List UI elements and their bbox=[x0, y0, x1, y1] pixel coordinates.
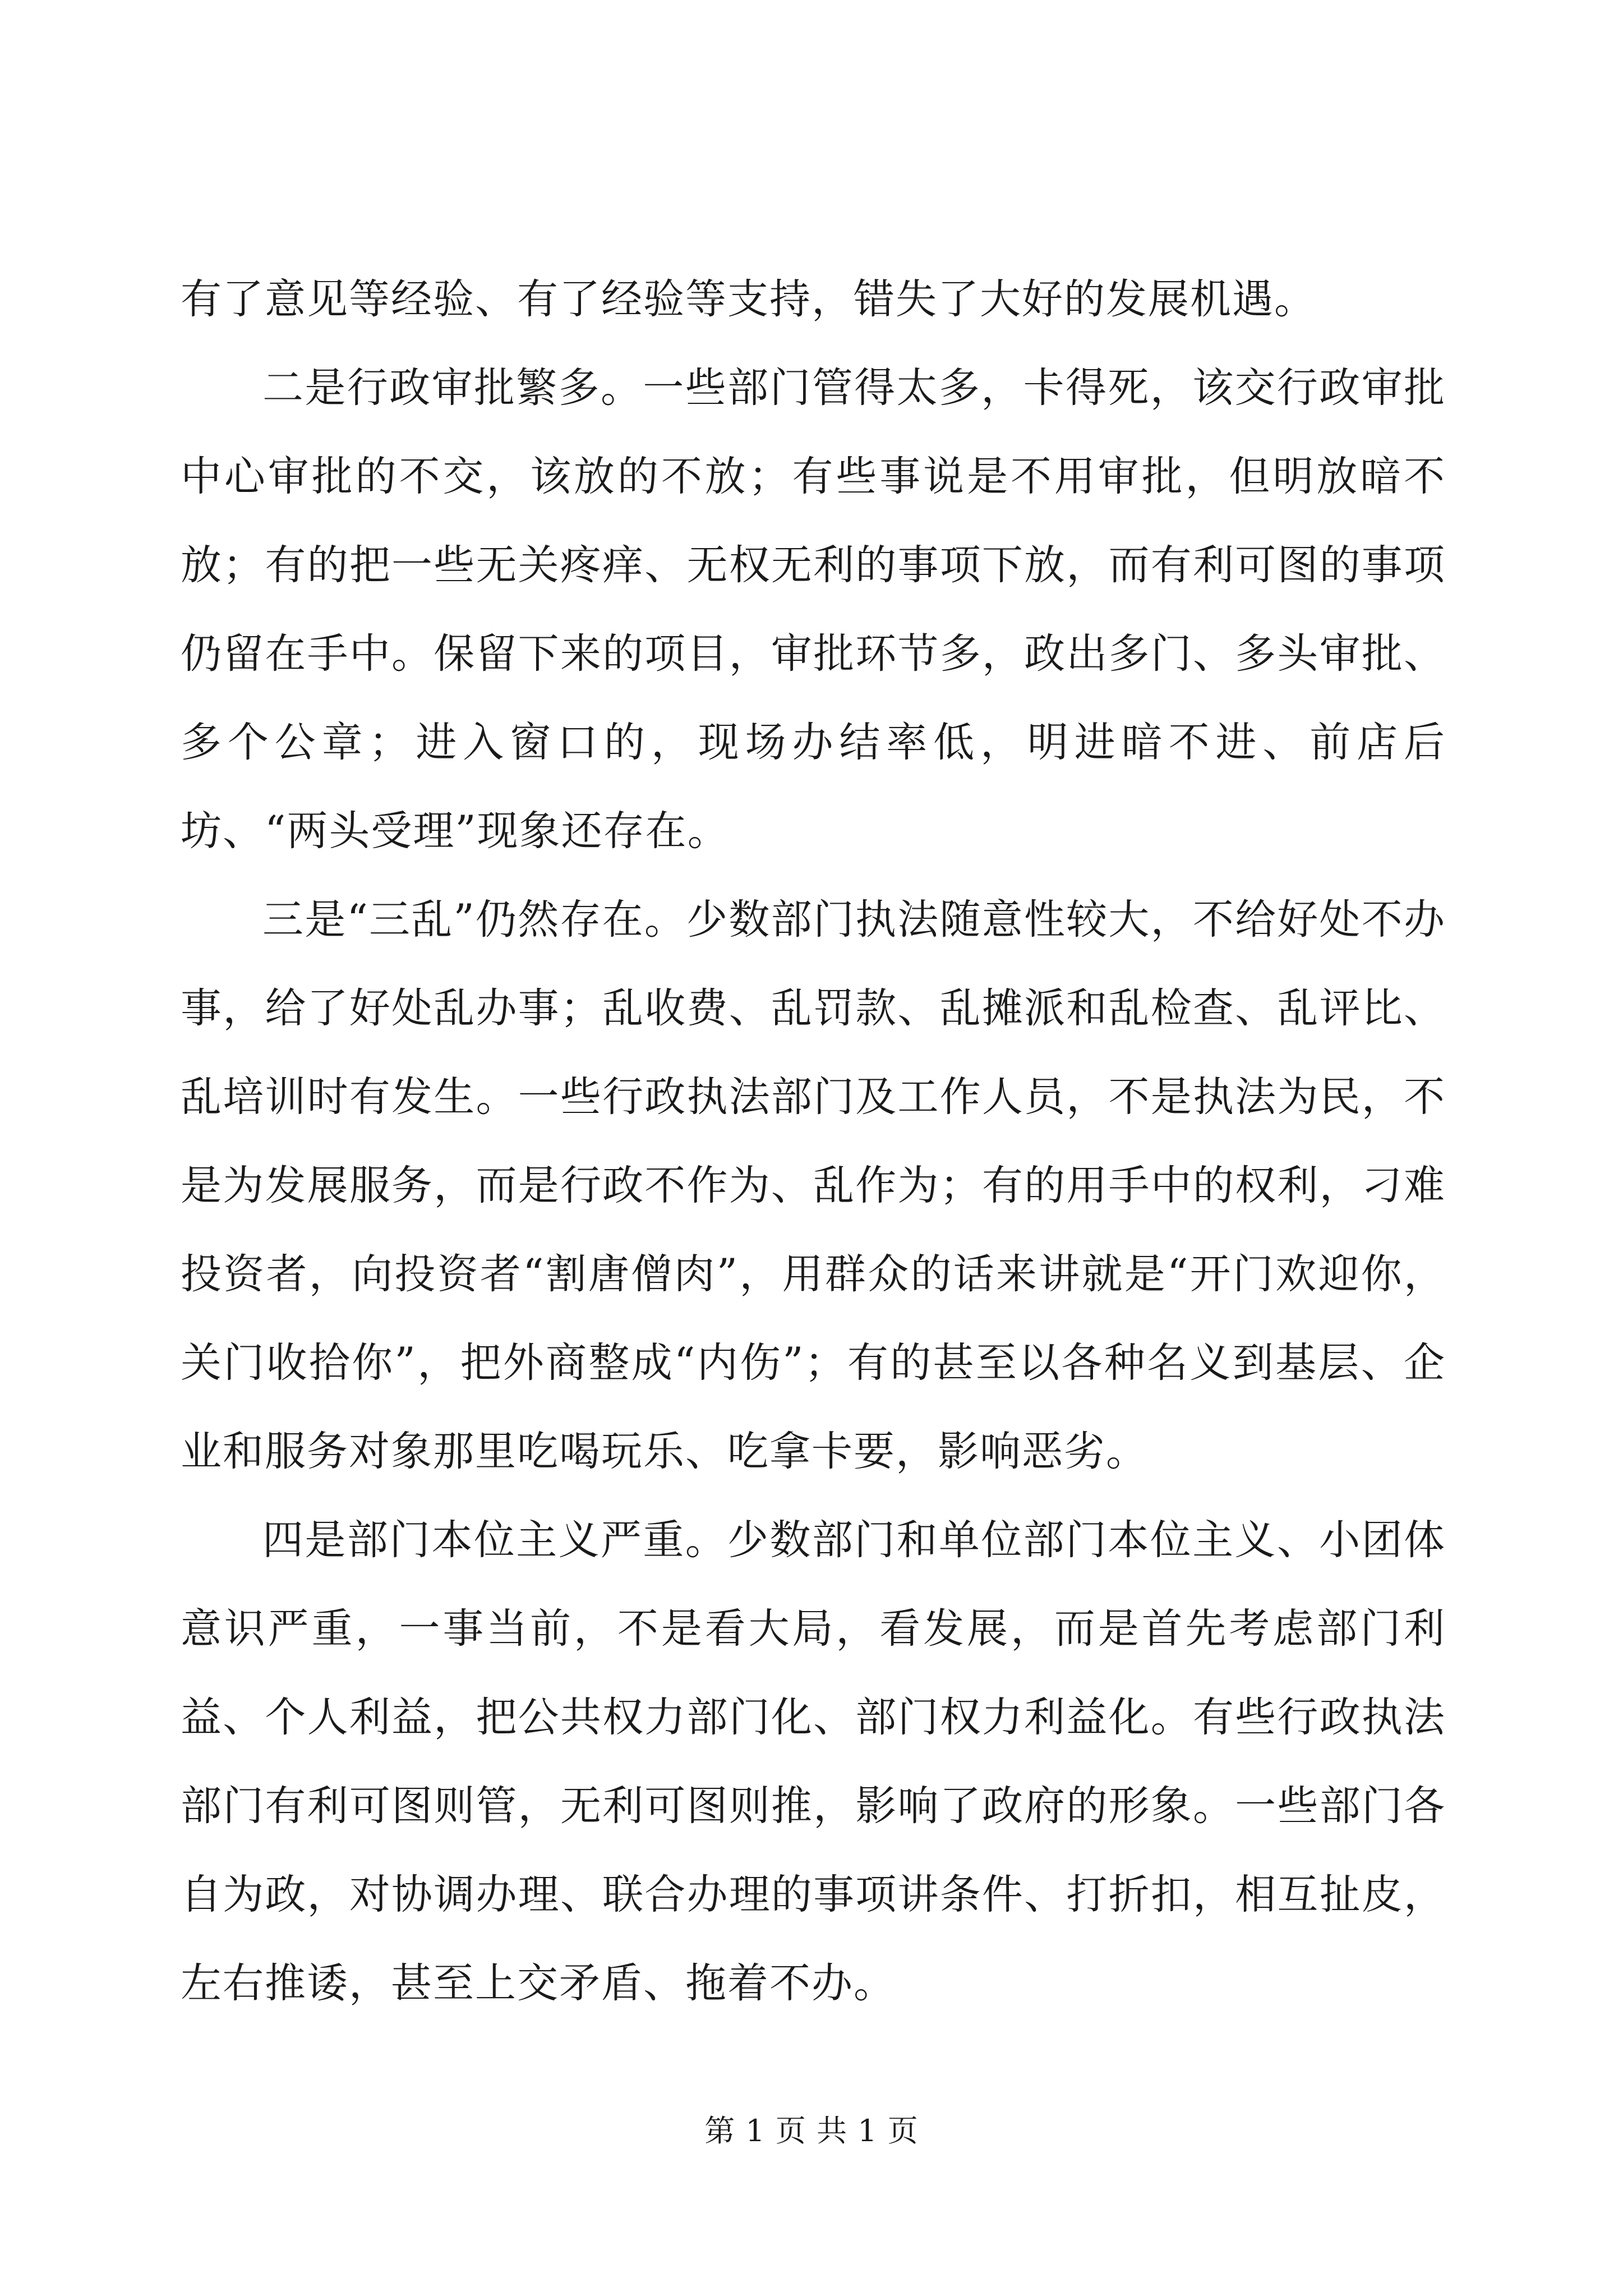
paragraph-three-disorders: 三是“三乱”仍然存在。少数部门执法随意性较大，不给好处不办事，给了好处乱办事；乱收费、乱罚款、乱摊派和乱检查、乱评比、乱培训时有发生。一些行政执法部门及工作人员，不是执法为民，不是为发展服务，而是行政不作为、乱作为；有的用手中的权利，刁难投资者，向投资者“割唐僧肉”，用群众的话来讲就是“开门欢迎你，关门收拾你”，把外商整成“内伤”；有的甚至以各种名义到基层、企业和服务对象那里吃喝玩乐、吃拿卡要，影响恶劣。 bbox=[181, 896, 1446, 1475]
document-body bbox=[181, 255, 1446, 2028]
paragraph-continuation: 有了意见等经验、有了经验等支持，错失了大好的发展机遇。 bbox=[181, 275, 1316, 323]
paragraph-departmentalism: 四是部门本位主义严重。少数部门和单位部门本位主义、小团体意识严重，一事当前，不是看大局，看发展，而是首先考虑部门利益、个人利益，把公共权力部门化、部门权力利益化。有些行政执法部门有利可图则管，无利可图则推，影响了政府的形象。一些部门各自为政，对协调办理、联合办理的事项讲条件、打折扣，相互扯皮，左右推诿，甚至上交矛盾、拖着不办。 bbox=[181, 1516, 1446, 2007]
page-number-footer: 第 1 页 共 1 页 bbox=[704, 2113, 919, 2148]
paragraph-administrative-approval: 二是行政审批繁多。一些部门管得太多，卡得死，该交行政审批中心审批的不交，该放的不放；有些事说是不用审批，但明放暗不放；有的把一些无关疼痒、无权无利的事项下放，而有利可图的事项仍留在手中。保留下来的项目，审批环节多，政出多门、多头审批、多个公章；进入窗口的，现场办结率低，明进暗不进、前店后坊、“两头受理”现象还存在。 bbox=[181, 364, 1446, 855]
